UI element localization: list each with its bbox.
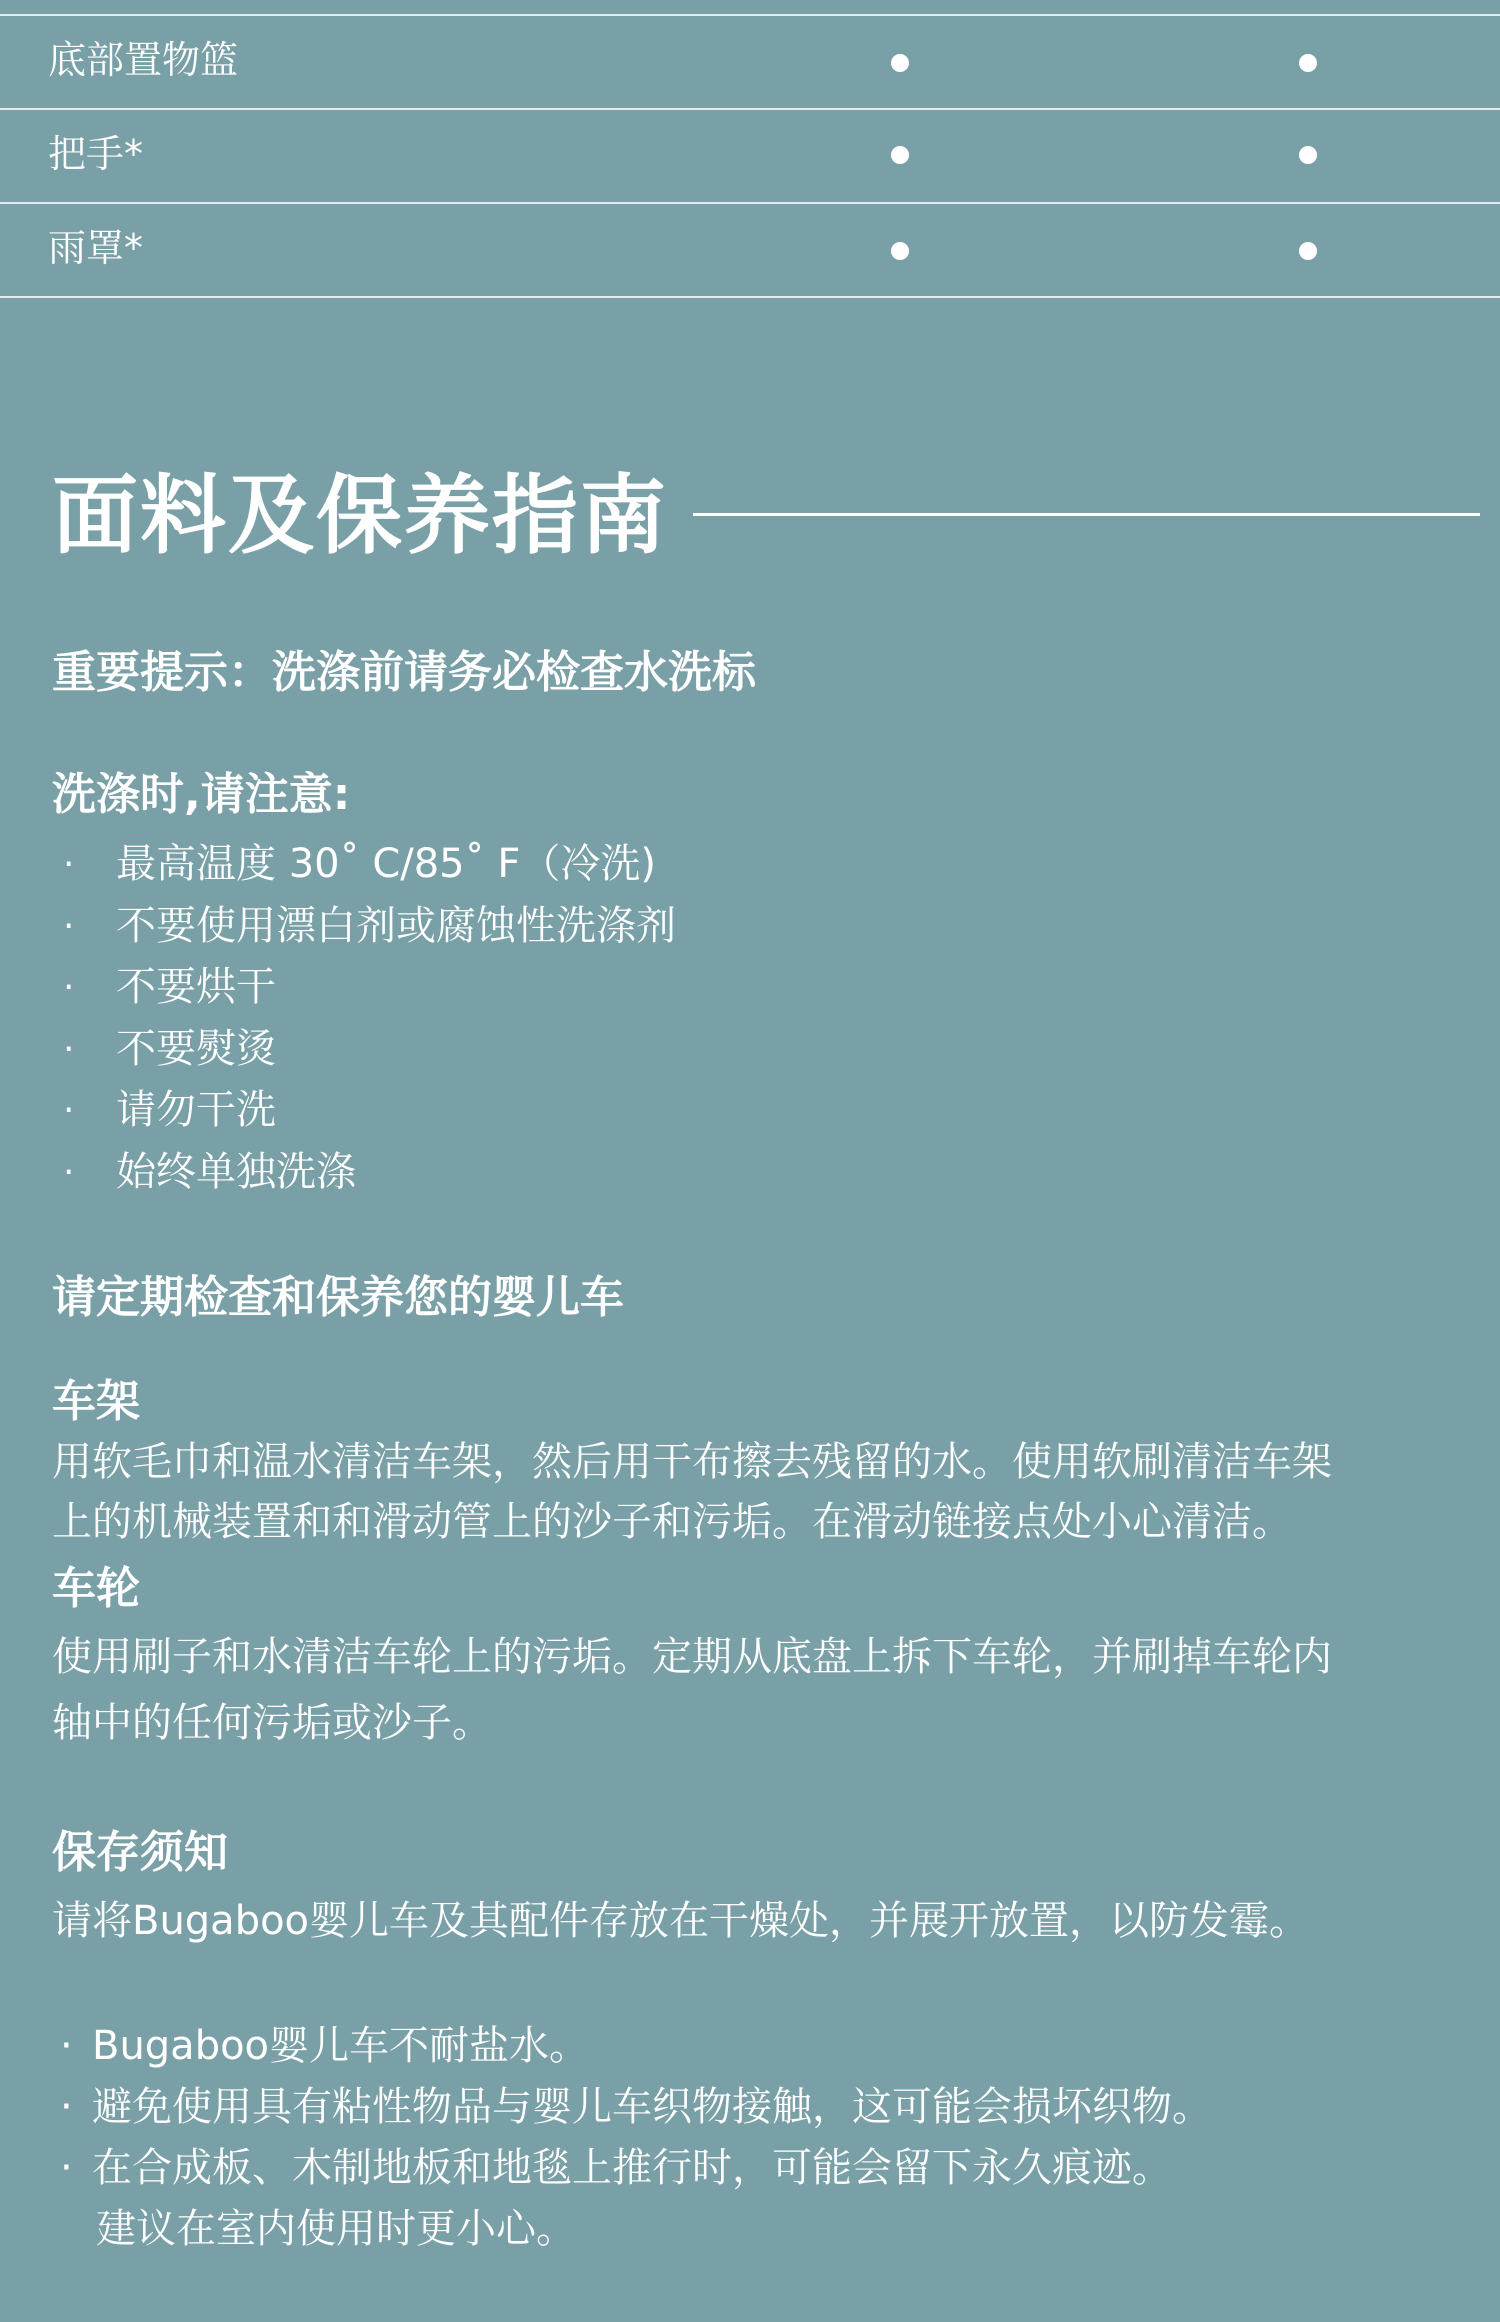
included-dot-icon (891, 242, 909, 260)
bullet-icon: · (63, 1151, 75, 1193)
bullet-icon: · (63, 967, 75, 1009)
washing-heading: 洗涤时,请注意: (52, 769, 351, 820)
note-text: 建议在室内使用时更小心。 (96, 2206, 576, 2252)
frame-heading: 车架 (52, 1376, 140, 1427)
wheels-text-line: 使用刷子和水清洁车轮上的污垢。定期从底盘上拆下车轮，并刷掉车轮内 (52, 1634, 1332, 1680)
storage-text: 请将Bugaboo婴儿车及其配件存放在干燥处，并展开放置，以防发霉。 (52, 1898, 1310, 1944)
feature-table (0, 14, 1500, 298)
table-row (0, 202, 1500, 298)
bullet-icon: · (63, 905, 75, 947)
row-label: 把手* (48, 132, 144, 176)
frame-text (52, 1432, 1452, 1552)
bullet-icon: · (63, 1028, 75, 1070)
bullet-icon: · (60, 2084, 73, 2130)
frame-text-line: 用软毛巾和温水清洁车架，然后用干布擦去残留的水。使用软刷清洁车架 (52, 1439, 1332, 1485)
wheels-text (52, 1624, 1452, 1756)
included-dot-icon (891, 146, 909, 164)
note-text: 在合成板、木制地板和地毯上推行时，可能会留下永久痕迹。 (92, 2145, 1172, 2191)
list-item-text: 最高温度 30˚ C/85˚ F（冷洗) (116, 841, 656, 887)
bullet-icon: · (63, 844, 75, 885)
bullet-icon: · (60, 2023, 73, 2069)
section-title: 面料及保养指南 (52, 466, 668, 566)
frame-text-line: 上的机械装置和和滑动管上的沙子和污垢。在滑动链接点处小心清洁。 (52, 1499, 1292, 1545)
note-text: 避免使用具有粘性物品与婴儿车织物接触，这可能会损坏织物。 (92, 2084, 1212, 2130)
important-note: 重要提示：洗涤前请务必检查水洗标 (52, 647, 756, 698)
included-dot-icon (1299, 54, 1317, 72)
storage-heading: 保存须知 (52, 1827, 228, 1878)
row-label: 底部置物篮 (48, 38, 239, 82)
title-divider (693, 513, 1480, 516)
table-row (0, 14, 1500, 108)
list-item-text: 不要烘干 (116, 964, 276, 1011)
included-dot-icon (1299, 146, 1317, 164)
list-item-text: 始终单独洗涤 (116, 1148, 356, 1195)
note-text: Bugaboo婴儿车不耐盐水。 (92, 2023, 590, 2069)
row-label: 雨罩* (48, 226, 144, 270)
table-row (0, 108, 1500, 202)
list-item-text: 不要熨烫 (116, 1025, 276, 1072)
wheels-heading: 车轮 (52, 1563, 140, 1614)
wheels-text-line: 轴中的任何污垢或沙子。 (52, 1700, 492, 1746)
list-item-text: 不要使用漂白剂或腐蚀性洗涤剂 (116, 902, 676, 949)
list-item-text: 请勿干洗 (116, 1087, 276, 1134)
included-dot-icon (1299, 242, 1317, 260)
included-dot-icon (891, 54, 909, 72)
bullet-icon: · (63, 1090, 75, 1132)
bullet-icon: · (60, 2145, 73, 2191)
maintenance-heading: 请定期检查和保养您的婴儿车 (52, 1272, 624, 1323)
